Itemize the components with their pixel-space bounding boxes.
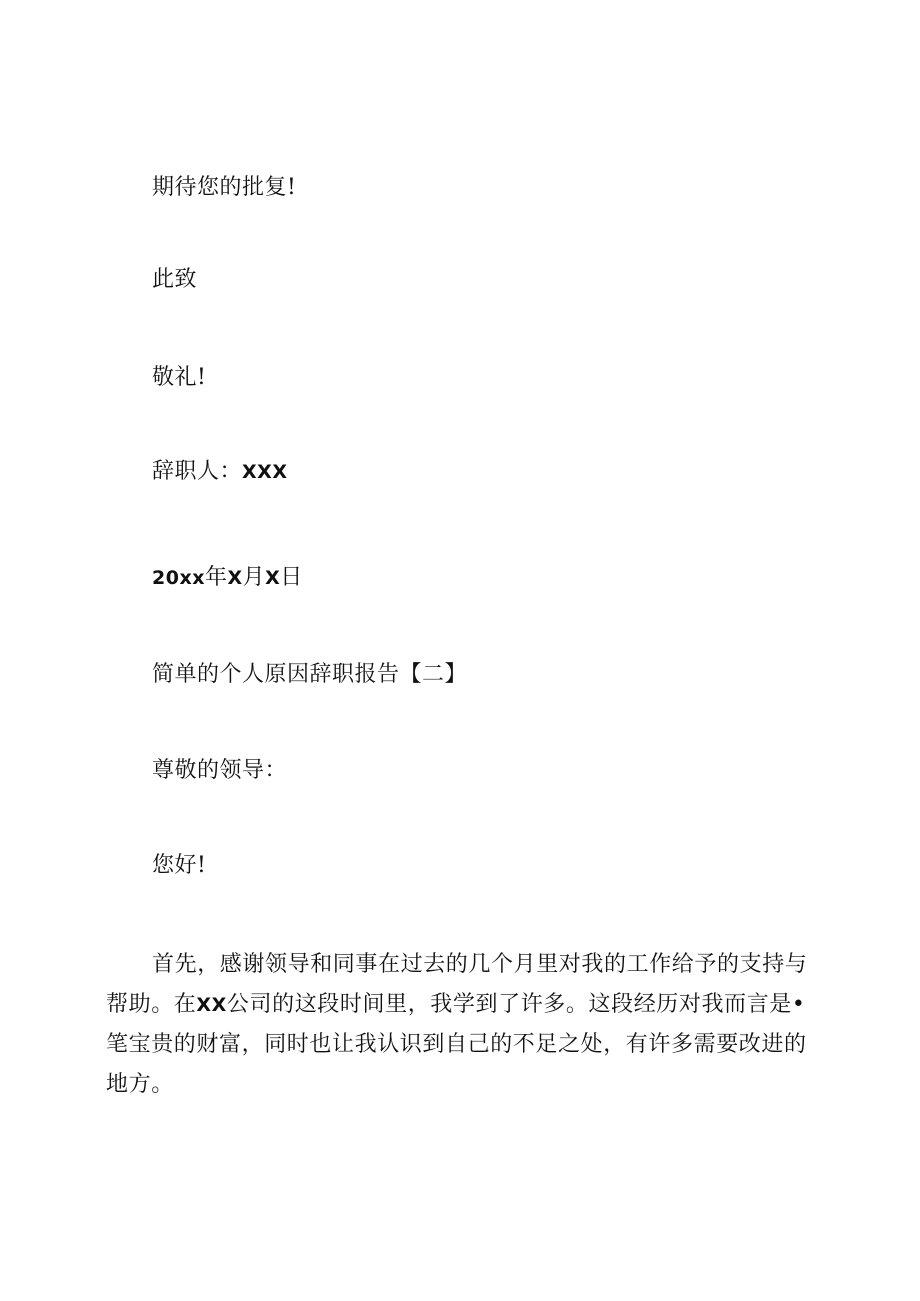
date-year-suffix: 年 [204, 565, 228, 590]
resigner-label: 辞职人： [152, 459, 243, 484]
closing-regards-line-2: 敬礼! [152, 365, 207, 390]
body-paragraph [106, 945, 826, 1105]
paragraph-line-2-end: 公司的这段时间里，我学到了许多。这段经历对我而言是• [226, 992, 806, 1017]
date-day: X [265, 567, 281, 589]
closing-regards-line-1: 此致 [152, 267, 198, 292]
resigner-line [152, 457, 287, 487]
await-reply-line: 期待您的批复! [152, 175, 297, 200]
date-month: X [227, 567, 243, 589]
date-year: 20xx [152, 567, 205, 589]
paragraph-line-2 [106, 985, 826, 1025]
section-title: 简单的个人原因辞职报告【二】 [152, 662, 468, 687]
paragraph-line-3: 笔宝贵的财富，同时也让我认识到自己的不足之处，有许多需要改进的 [106, 1032, 807, 1057]
company-name: XX [196, 994, 227, 1016]
resigner-name: XXX [242, 461, 288, 483]
salutation-line: 尊敬的领导： [152, 758, 288, 783]
greeting-line: 您好! [152, 853, 207, 878]
paragraph-line-4: 地方。 [106, 1072, 174, 1097]
date-line [152, 563, 303, 593]
date-month-suffix: 月 [242, 565, 266, 590]
paragraph-line-1: 首先，感谢领导和同事在过去的几个月里对我的工作给予的支持与 [152, 952, 808, 977]
paragraph-line-2-start: 帮助。在 [106, 992, 197, 1017]
date-day-suffix: 日 [280, 565, 303, 590]
